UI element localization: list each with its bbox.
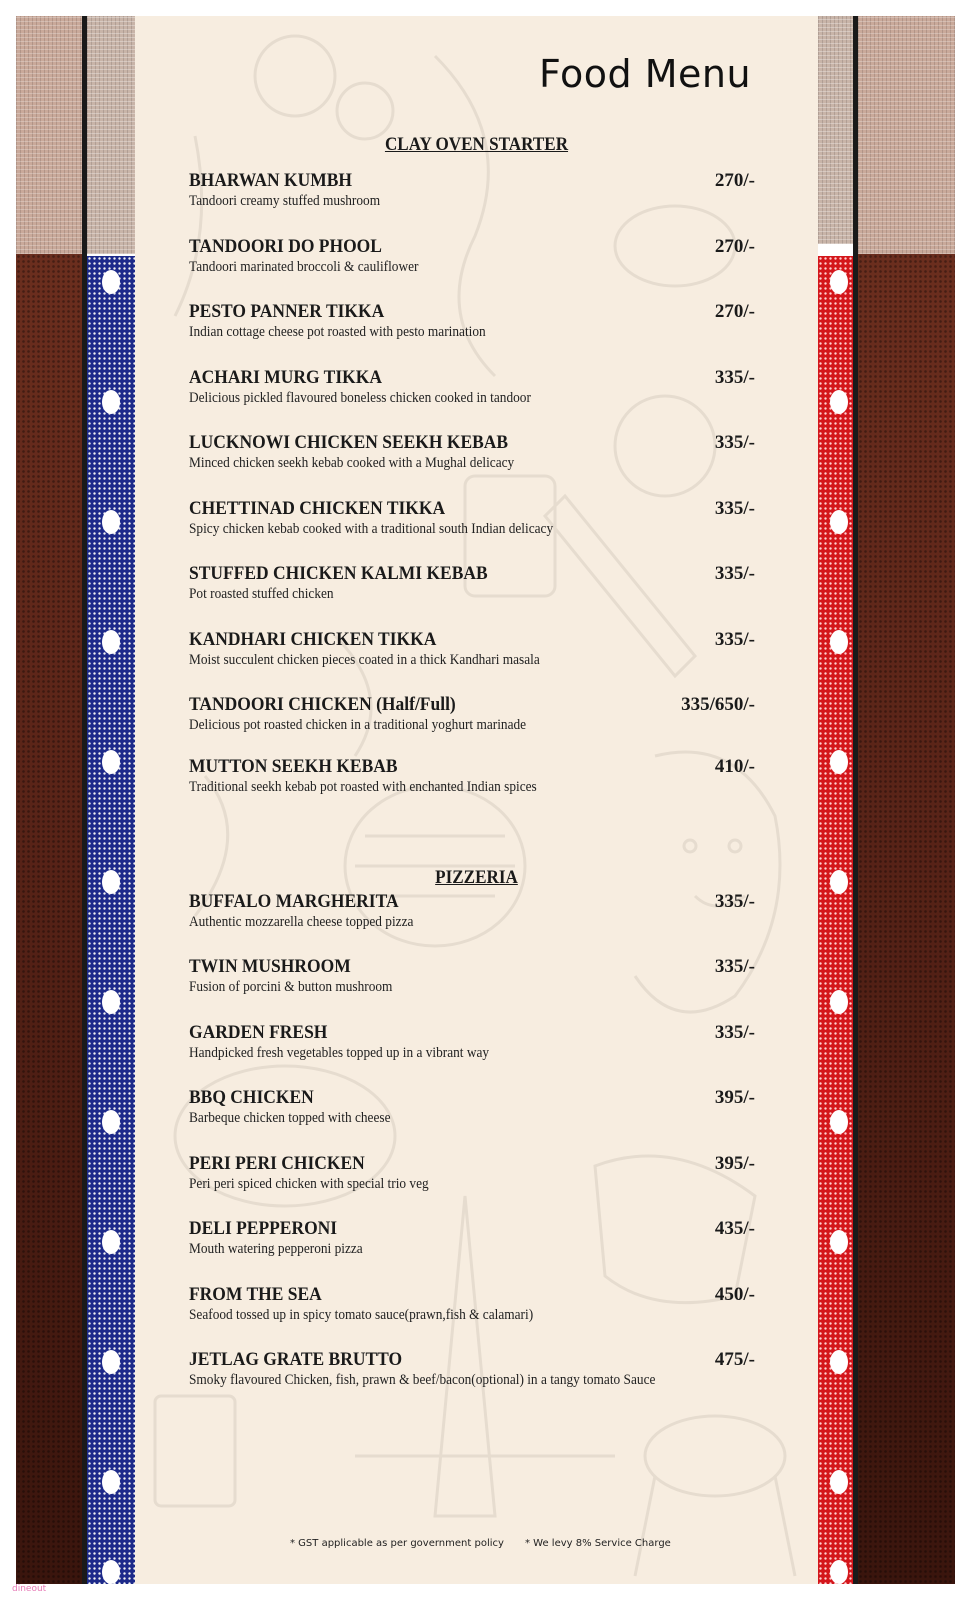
item-price: 435/- — [714, 1218, 755, 1239]
item-description: Tandoori marinated broccoli & cauliflower — [189, 259, 419, 275]
film-sprocket-hole — [102, 510, 120, 534]
film-sprocket-hole — [102, 630, 120, 654]
item-description: Authentic mozzarella cheese topped pizza — [189, 914, 414, 930]
menu-item — [189, 563, 755, 603]
item-description: Fusion of porcini & button mushroom — [189, 979, 393, 995]
film-sprocket-hole — [102, 1560, 120, 1584]
left-inner-top-decoration — [87, 16, 135, 254]
item-description: Smoky flavoured Chicken, fish, prawn & beef/bacon(optional) in a tangy tomato Sauce — [189, 1372, 656, 1388]
section-heading-pizzeria: PIZZERIA — [435, 867, 518, 888]
film-sprocket-hole — [830, 1560, 848, 1584]
film-sprocket-hole — [830, 990, 848, 1014]
item-description: Delicious pot roasted chicken in a traditional yoghurt marinade — [189, 717, 527, 733]
item-description: Minced chicken seekh kebab cooked with a Mughal delicacy — [189, 455, 515, 471]
menu-item — [189, 498, 755, 538]
menu-title: Food Menu — [539, 52, 752, 96]
menu-paper — [135, 16, 818, 1584]
film-sprocket-hole — [830, 1230, 848, 1254]
item-description: Seafood tossed up in spicy tomato sauce(prawn,fish & calamari) — [189, 1307, 534, 1323]
item-price: 335/650/- — [681, 694, 755, 715]
menu-item — [189, 432, 755, 472]
item-price: 335/- — [714, 1022, 755, 1043]
item-description: Mouth watering pepperoni pizza — [189, 1241, 363, 1257]
film-sprocket-hole — [102, 1110, 120, 1134]
item-price: 335/- — [714, 498, 755, 519]
menu-item — [189, 1284, 755, 1324]
item-price: 335/- — [714, 432, 755, 453]
item-name: BBQ CHICKEN — [189, 1087, 314, 1108]
item-name: FROM THE SEA — [189, 1284, 322, 1305]
item-name: MUTTON SEEKH KEBAB — [189, 756, 398, 777]
film-sprocket-hole — [830, 1470, 848, 1494]
item-price: 335/- — [714, 891, 755, 912]
film-sprocket-hole — [102, 990, 120, 1014]
item-name: LUCKNOWI CHICKEN SEEKH KEBAB — [189, 432, 509, 453]
item-name: DELI PEPPERONI — [189, 1218, 338, 1239]
item-name: BUFFALO MARGHERITA — [189, 891, 399, 912]
menu-item — [189, 367, 755, 407]
item-price: 270/- — [714, 170, 755, 191]
item-name: GARDEN FRESH — [189, 1022, 328, 1043]
item-name: PESTO PANNER TIKKA — [189, 301, 385, 322]
film-sprocket-hole — [102, 390, 120, 414]
item-name: TANDOORI DO PHOOL — [189, 236, 382, 257]
item-price: 475/- — [714, 1349, 755, 1370]
left-brick-top-decoration — [16, 16, 82, 254]
film-sprocket-hole — [102, 1470, 120, 1494]
left-brick-decoration — [16, 254, 82, 1584]
section-heading-clay-oven-starter: CLAY OVEN STARTER — [384, 134, 569, 155]
item-description: Peri peri spiced chicken with special trio veg — [189, 1176, 429, 1192]
menu-item — [189, 170, 755, 210]
item-price: 410/- — [714, 756, 755, 777]
item-price: 270/- — [714, 301, 755, 322]
item-name: STUFFED CHICKEN KALMI KEBAB — [189, 563, 488, 584]
menu-item — [189, 301, 755, 341]
item-price: 395/- — [714, 1153, 755, 1174]
film-sprocket-hole — [102, 1230, 120, 1254]
item-description: Indian cottage cheese pot roasted with pesto marination — [189, 324, 486, 340]
item-description: Traditional seekh kebab pot roasted with enchanted Indian spices — [189, 779, 537, 795]
item-price: 335/- — [714, 629, 755, 650]
service-charge-footnote: * We levy 8% Service Charge — [525, 1538, 671, 1549]
item-price: 395/- — [714, 1087, 755, 1108]
right-brick-top-decoration — [858, 16, 955, 254]
gst-footnote: * GST applicable as per government policy — [290, 1538, 504, 1549]
menu-item — [189, 1022, 755, 1062]
item-price: 335/- — [714, 367, 755, 388]
film-sprocket-hole — [830, 510, 848, 534]
menu-item — [189, 891, 755, 931]
film-sprocket-hole — [830, 1110, 848, 1134]
item-name: PERI PERI CHICKEN — [189, 1153, 365, 1174]
item-name: JETLAG GRATE BRUTTO — [189, 1349, 403, 1370]
film-sprocket-hole — [102, 1350, 120, 1374]
film-sprocket-hole — [830, 870, 848, 894]
item-price: 335/- — [714, 956, 755, 977]
item-description: Moist succulent chicken pieces coated in a thick Kandhari masala — [189, 652, 540, 668]
menu-item — [189, 694, 755, 734]
right-brick-decoration — [858, 254, 955, 1584]
item-description: Spicy chicken kebab cooked with a traditional south Indian delicacy — [189, 521, 554, 537]
menu-item — [189, 1153, 755, 1193]
item-name: BHARWAN KUMBH — [189, 170, 353, 191]
menu-item — [189, 629, 755, 669]
menu-item — [189, 1218, 755, 1258]
film-sprocket-hole — [830, 750, 848, 774]
menu-item — [189, 956, 755, 996]
menu-item — [189, 1087, 755, 1127]
watermark-logo: dineout — [12, 1584, 47, 1594]
film-sprocket-hole — [830, 390, 848, 414]
item-name: TANDOORI CHICKEN (Half/Full) — [189, 694, 456, 715]
item-name: TWIN MUSHROOM — [189, 956, 351, 977]
film-sprocket-hole — [830, 630, 848, 654]
item-description: Delicious pickled flavoured boneless chicken cooked in tandoor — [189, 390, 531, 406]
item-description: Pot roasted stuffed chicken — [189, 586, 334, 602]
item-price: 270/- — [714, 236, 755, 257]
film-sprocket-hole — [102, 870, 120, 894]
item-description: Tandoori creamy stuffed mushroom — [189, 193, 381, 209]
film-sprocket-hole — [102, 270, 120, 294]
item-price: 450/- — [714, 1284, 755, 1305]
item-name: ACHARI MURG TIKKA — [189, 367, 382, 388]
film-sprocket-hole — [830, 270, 848, 294]
menu-item — [189, 236, 755, 276]
menu-item — [189, 1349, 755, 1389]
item-description: Handpicked fresh vegetables topped up in a vibrant way — [189, 1045, 490, 1061]
blue-film-strip — [87, 256, 135, 1584]
item-description: Barbeque chicken topped with cheese — [189, 1110, 391, 1126]
film-sprocket-hole — [102, 750, 120, 774]
film-sprocket-hole — [830, 1350, 848, 1374]
menu-item — [189, 756, 755, 796]
item-name: CHETTINAD CHICKEN TIKKA — [189, 498, 446, 519]
item-price: 335/- — [714, 563, 755, 584]
item-name: KANDHARI CHICKEN TIKKA — [189, 629, 437, 650]
